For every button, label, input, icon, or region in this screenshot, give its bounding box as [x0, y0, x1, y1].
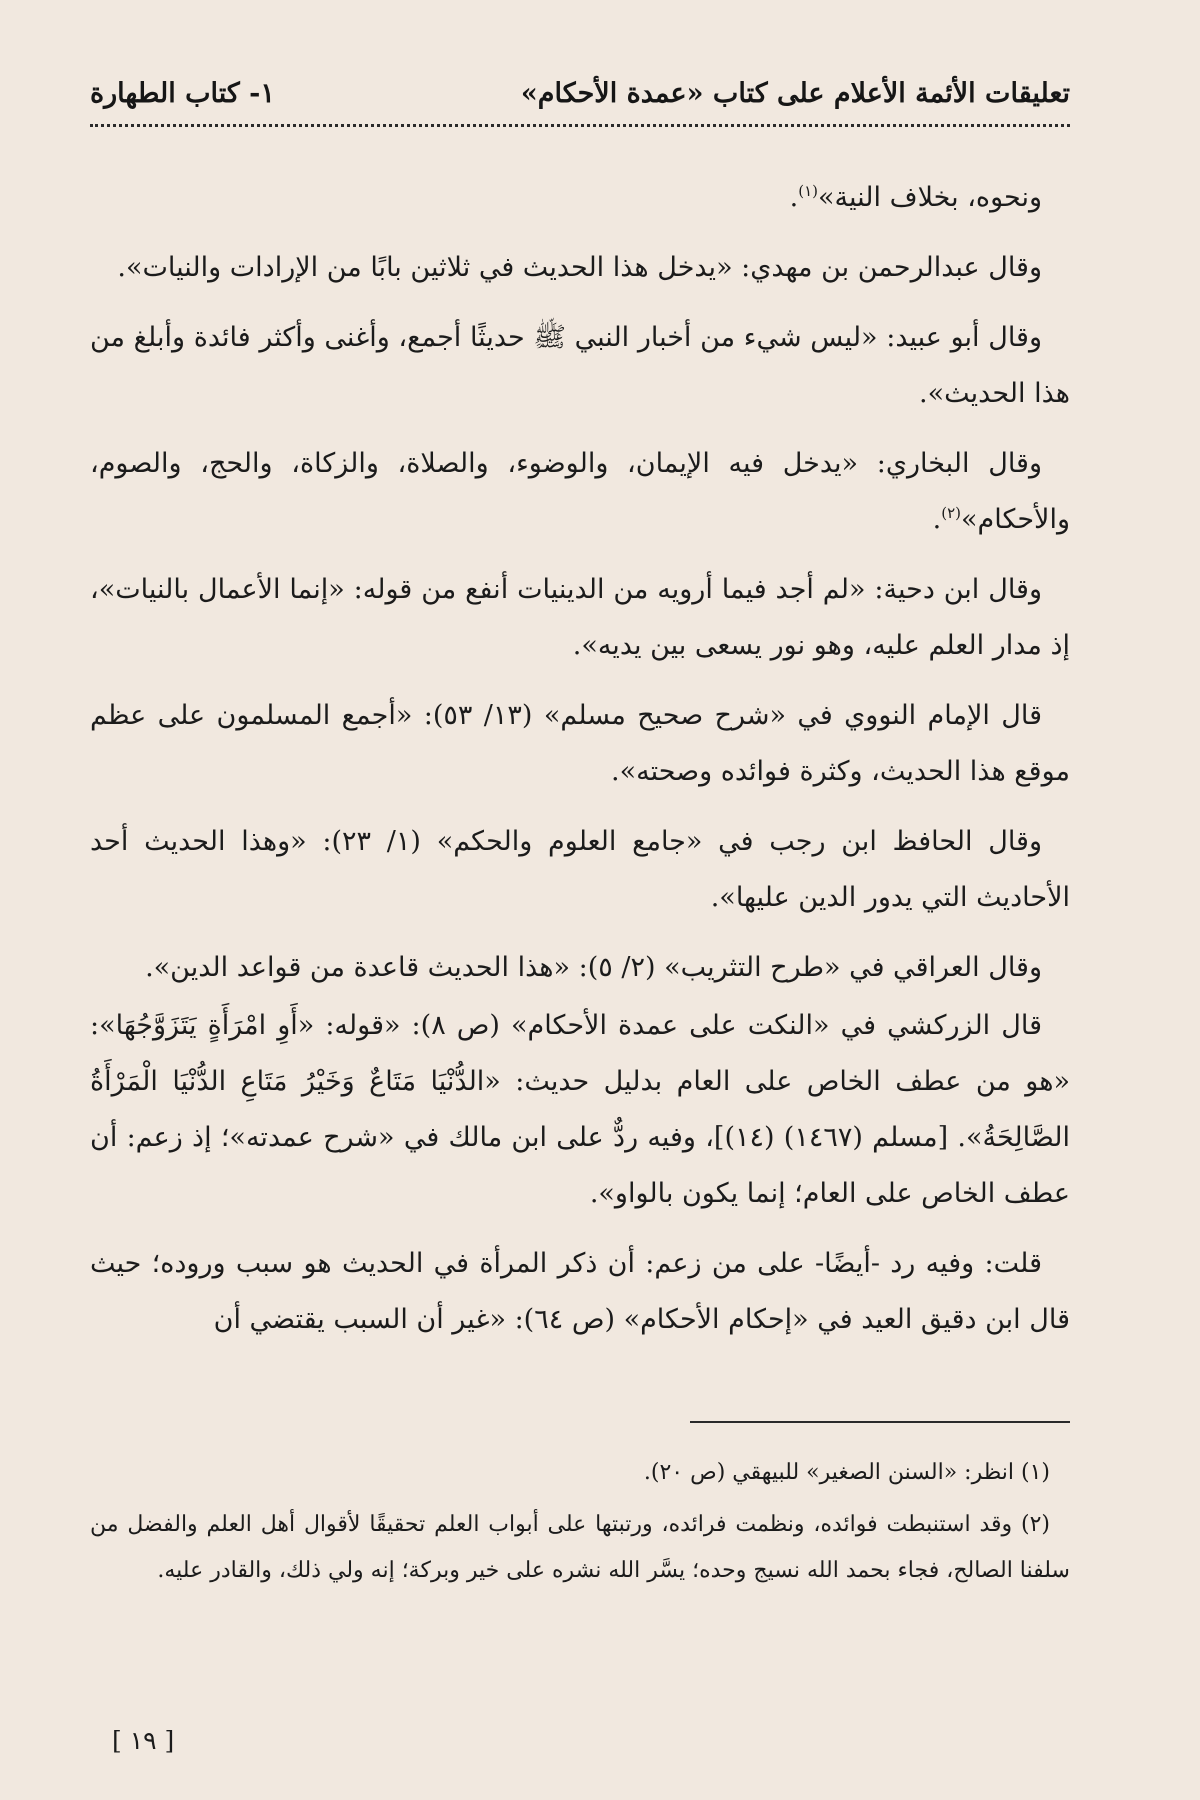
main-text: [90, 170, 1070, 1362]
paragraph: وقال عبدالرحمن بن مهدي: «يدخل هذا الحديث في ثلاثين بابًا من الإرادات والنيات».: [117, 252, 1042, 283]
paragraph: قلت: وفيه رد -أيضًا- على من زعم: أن ذكر المرأة في الحديث هو سبب وروده؛ حيث قال ابن دقيق العيد في «إحكام الأحكام» (ص ٦٤): «غير أن السبب يقتضي أن: [90, 1248, 1070, 1335]
paragraph: وقال ابن دحية: «لم أجد فيما أرويه من الدينيات أنفع من قوله: «إنما الأعمال بالنيات»، إذ مدار العلم عليه، وهو نور يسعى بين يديه».: [90, 574, 1070, 661]
footnotes: [90, 1450, 1070, 1600]
footnote: (١) انظر: «السنن الصغير» للبيهقي (ص ٢٠).: [643, 1460, 1050, 1485]
footnote: (٢) وقد استنبطت فوائده، ونظمت فرائده، ورتبتها على أبواب العلم تحقيقًا لأقوال أهل العلم والفضل من سلفنا الصالح، فجاء بحمد الله نسيج وحده؛ يسَّر الله نشره على خير وبركة؛ إنه ولي ذلك، والقادر عليه.: [90, 1512, 1070, 1583]
paragraph: قال الإمام النووي في «شرح صحيح مسلم» (١٣/ ٥٣): «أجمع المسلمون على عظم موقع هذا الحديث، وكثرة فوائده وصحته».: [90, 700, 1070, 787]
paragraph: وقال البخاري: «يدخل فيه الإيمان، والوضوء، والصلاة، والزكاة، والحج، والصوم، والأحكام»$^{(٢)}$.: [90, 448, 1070, 535]
chapter-title: ١- كتاب الطهارة: [90, 78, 275, 109]
footnote-marker[interactable]: (٢): [941, 504, 961, 522]
paragraph: وقال الحافظ ابن رجب في «جامع العلوم والحكم» (١/ ٢٣): «وهذا الحديث أحد الأحاديث التي يدور الدين عليها».: [90, 826, 1070, 913]
paragraph: قال الزركشي في «النكت على عمدة الأحكام» (ص ٨): «قوله: «أَوِ امْرَأَةٍ يَتَزَوَّجُهَا»: «هو من عطف الخاص على العام بدليل حديث: «الدُّنْيَا مَتَاعٌ وَخَيْرُ مَتَاعِ الدُّنْيَا الْمَرْأَةُ الصَّالِحَةُ». [مسلم (١٤٦٧) (١٤)]، وفيه ردٌّ على ابن مالك في «شرح عمدته»؛ إذ زعم: أن عطف الخاص على العام؛ إنما يكون بالواو».: [90, 1010, 1071, 1209]
book-title: تعليقات الأئمة الأعلام على كتاب «عمدة الأحكام»: [520, 78, 1070, 109]
paragraph: ونحوه، بخلاف النية»$^{(١)}$.: [789, 182, 1042, 213]
paragraph: وقال العراقي في «طرح التثريب» (٢/ ٥): «هذا الحديث قاعدة من قواعد الدين».: [145, 952, 1042, 983]
page-number: [ ١٩ ]: [112, 1726, 175, 1755]
footnote-separator: [690, 1421, 1070, 1423]
footnote-marker[interactable]: (١): [798, 182, 818, 200]
running-header: [90, 72, 1070, 127]
paragraph: وقال أبو عبيد: «ليس شيء من أخبار النبي ﷺ حديثًا أجمع، وأغنى وأكثر فائدة وأبلغ من هذا الحديث».: [90, 322, 1070, 409]
